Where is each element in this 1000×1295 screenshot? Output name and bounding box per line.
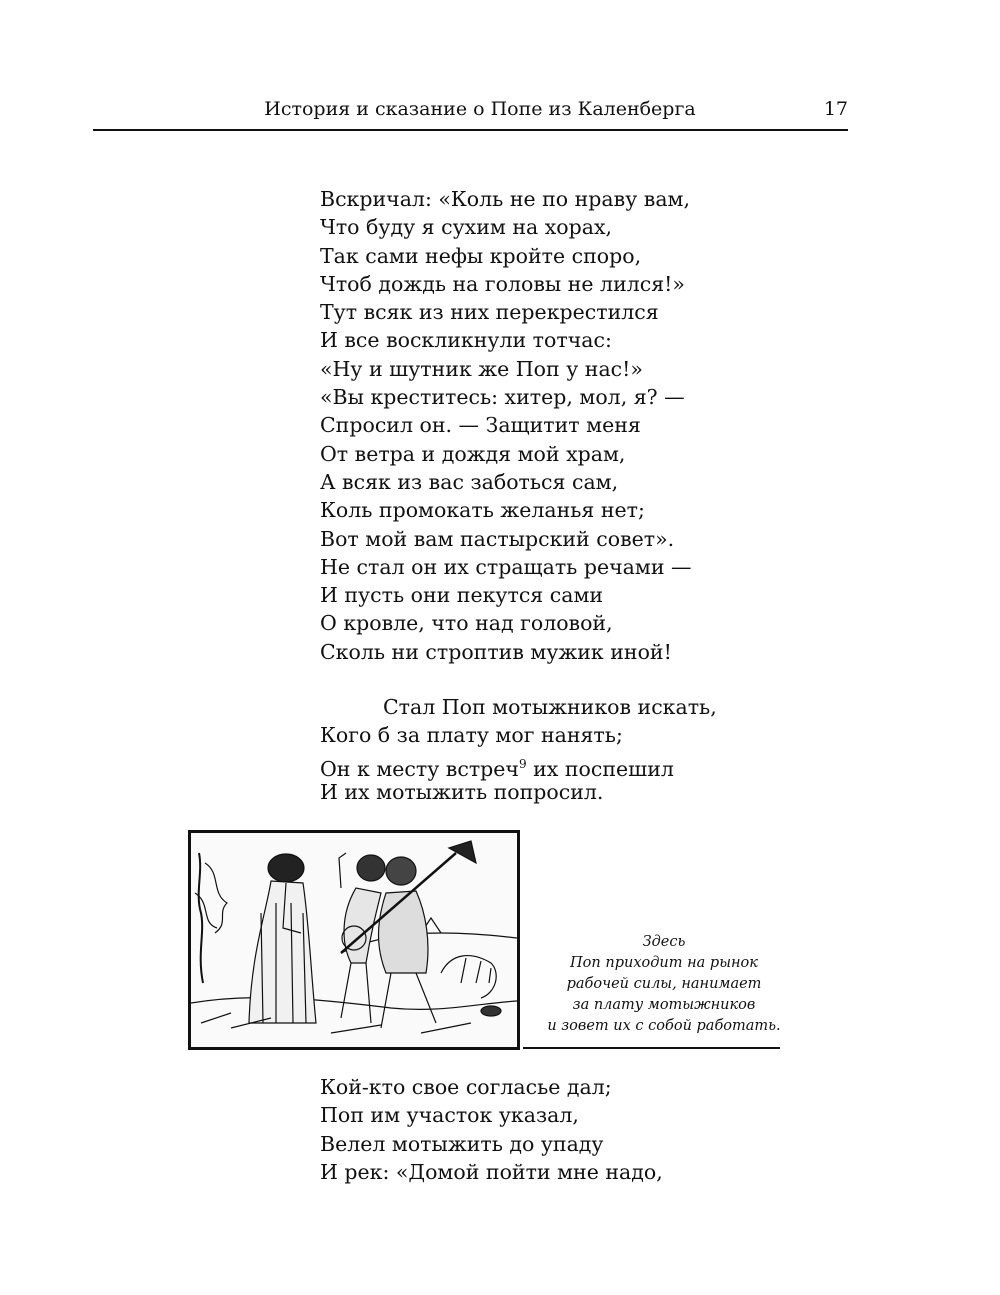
caption-line: Поп приходит на рынок xyxy=(570,955,758,971)
verse-line: Не стал он их стращать речами — xyxy=(320,554,692,579)
verse-line: Вскричал: «Коль не по нраву вам, xyxy=(320,187,691,211)
stanza-2 xyxy=(320,693,717,806)
verse-line: И пусть они пекутся сами xyxy=(320,583,604,608)
running-title: История и сказание о Попе из Каленберга xyxy=(264,98,696,120)
verse-line: И все воскликнули тотчас: xyxy=(320,328,612,353)
verse-line: Вот мой вам пастырский совет». xyxy=(320,526,675,551)
caption-line: Здесь xyxy=(642,934,686,950)
footnote-ref: 9 xyxy=(518,756,527,771)
verse-line: Что буду я сухим на хорах, xyxy=(320,215,613,240)
verse-text: их поспешил xyxy=(526,756,674,781)
verse-line: Кого б за плату мог нанять; xyxy=(320,723,623,748)
verse-line: Так сами нефы кройте споро, xyxy=(320,243,642,268)
stanza-3 xyxy=(320,1073,663,1186)
woodcut-drawing xyxy=(191,833,517,1047)
verse-line: Поп им участок указал, xyxy=(320,1103,579,1128)
woodcut-illustration xyxy=(188,830,520,1050)
verse-line: О кровле, что над головой, xyxy=(320,611,613,636)
verse-line: «Вы креститесь: хитер, мол, я? — xyxy=(320,385,685,410)
verse-line: Стал Поп мотыжников искать, xyxy=(383,695,717,719)
verse-line: Коль промокать желанья нет; xyxy=(320,498,645,523)
verse-line: А всяк из вас заботься сам, xyxy=(320,469,619,494)
caption-rule xyxy=(523,1047,780,1049)
verse-line: Тут всяк из них перекрестился xyxy=(320,300,659,325)
caption-line: и зовет их с собой работать. xyxy=(547,1018,781,1034)
verse-line xyxy=(320,750,717,781)
verse-line: И рек: «Домой пойти мне надо, xyxy=(320,1159,663,1184)
verse-line: Кой-кто свое согласье дал; xyxy=(320,1075,612,1099)
verse-line: «Ну и шутник же Поп у нас!» xyxy=(320,356,643,381)
verse-line: Чтоб дождь на головы не лился!» xyxy=(320,271,685,296)
caption-line: рабочей силы, нанимает xyxy=(566,976,762,992)
verse-line: От ветра и дождя мой храм, xyxy=(320,441,626,466)
illustration-caption xyxy=(536,932,792,1037)
verse-line: Спросил он. — Защитит меня xyxy=(320,413,641,438)
header-rule xyxy=(93,129,848,131)
verse-text: Он к месту встреч xyxy=(320,756,519,781)
verse-line: И их мотыжить попросил. xyxy=(320,779,604,804)
caption-line: за плату мотыжников xyxy=(572,997,756,1013)
stanza-1 xyxy=(320,185,692,666)
verse-line: Сколь ни строптив мужик иной! xyxy=(320,639,672,664)
verse-line: Велел мотыжить до упаду xyxy=(320,1131,604,1156)
page-number: 17 xyxy=(823,98,848,120)
